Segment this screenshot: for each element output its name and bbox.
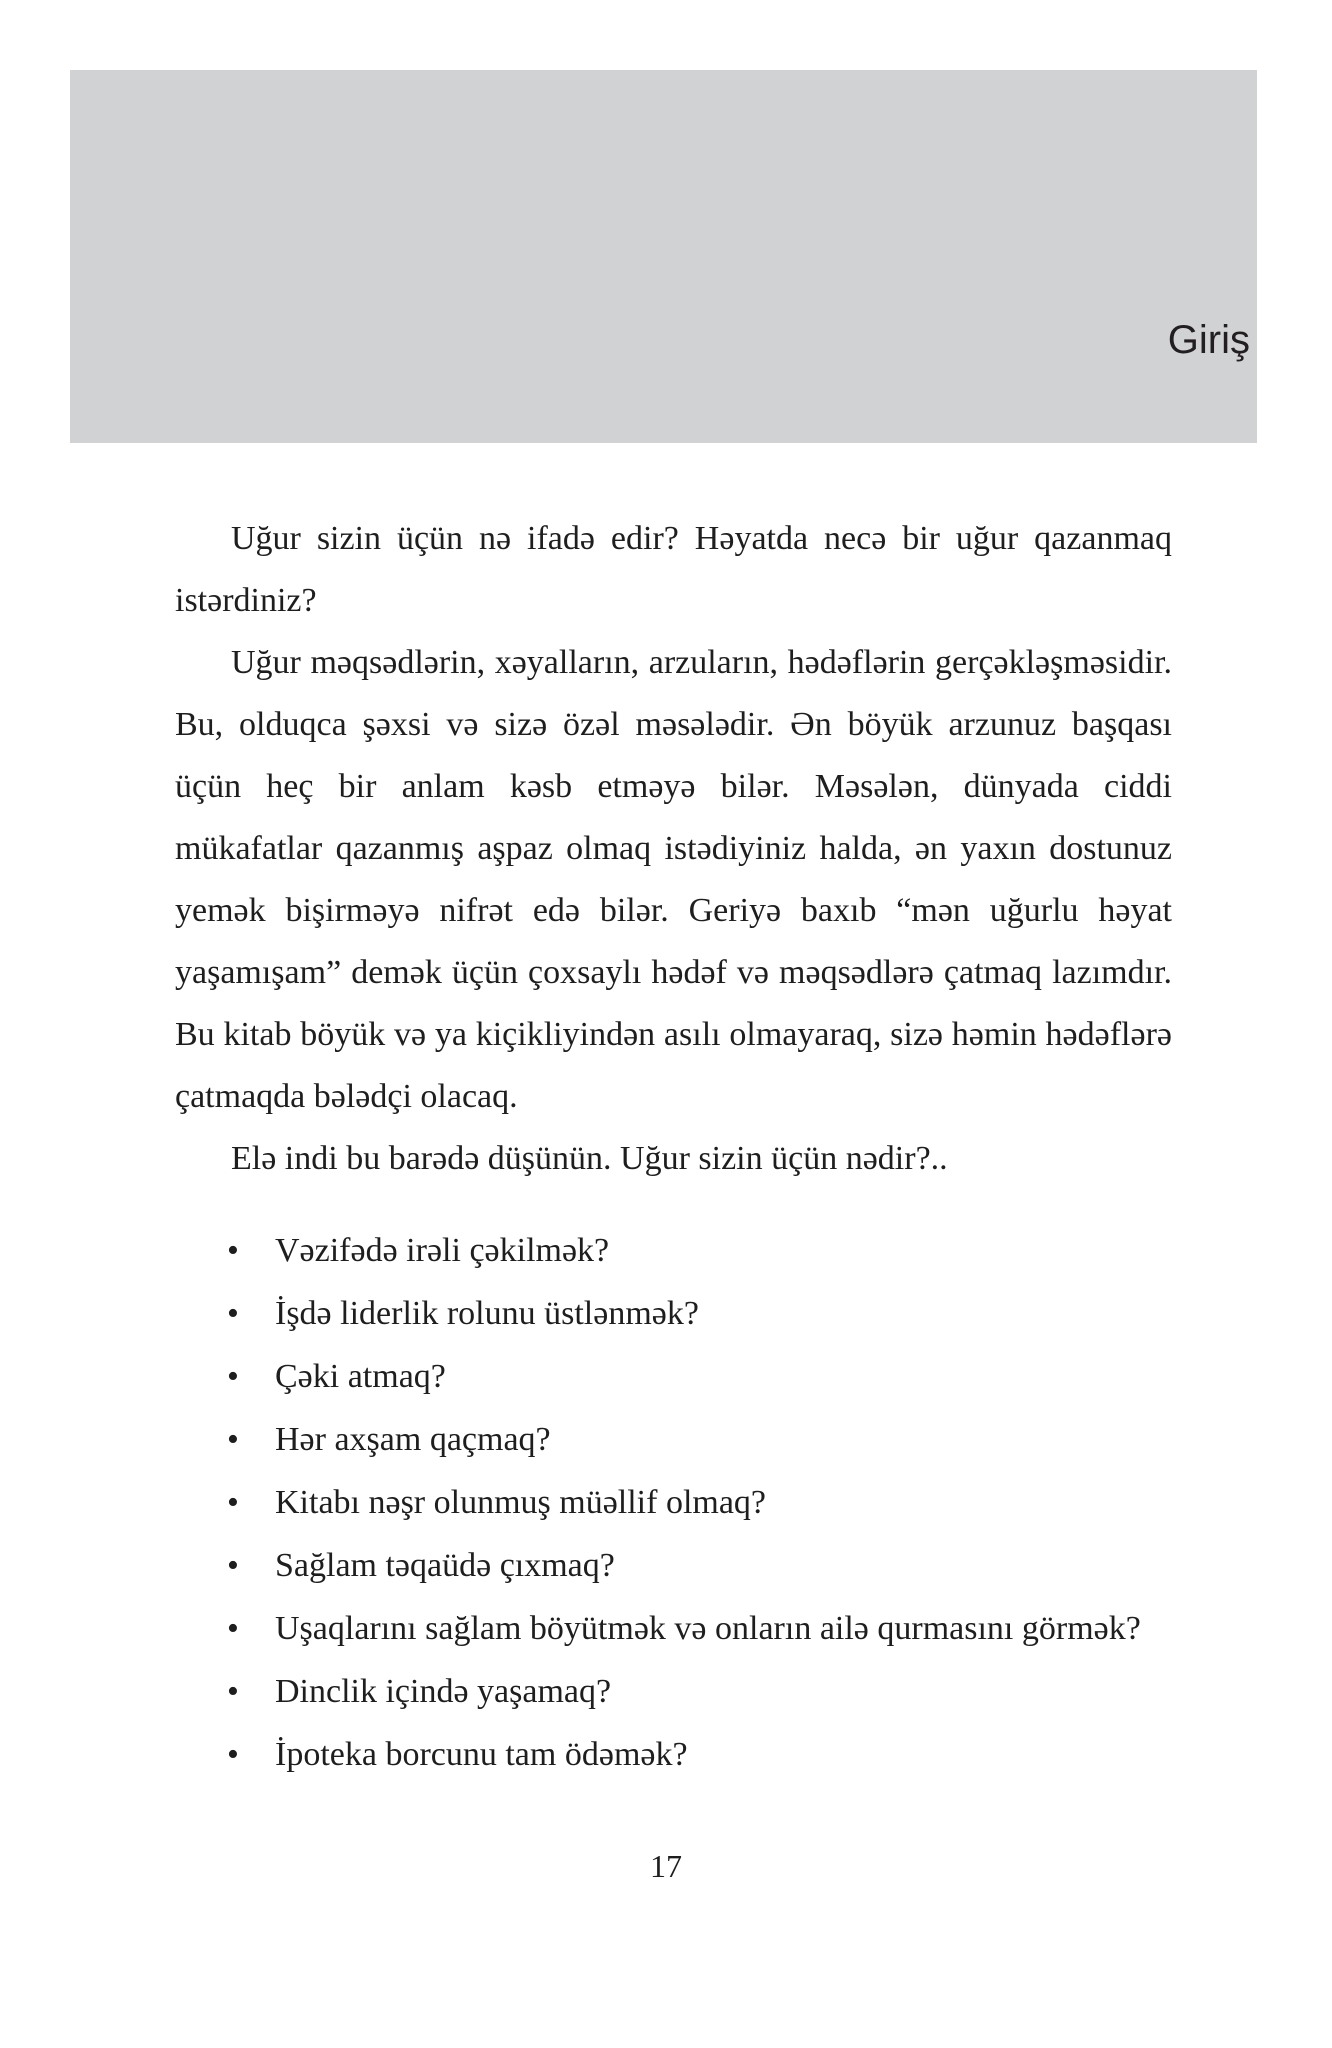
bullet-marker: • xyxy=(227,1484,239,1521)
list-item xyxy=(175,1724,1172,1786)
bullet-marker: • xyxy=(227,1673,239,1710)
list-item xyxy=(175,1661,1172,1723)
list-item-text: Dinclik içində yaşamaq? xyxy=(275,1673,612,1710)
list-item-text: İşdə liderlik rolunu üstlənmək? xyxy=(275,1295,699,1332)
list-item-text: Sağlam təqaüdə çıxmaq? xyxy=(275,1547,615,1584)
bullet-marker: • xyxy=(227,1358,239,1395)
list-item xyxy=(175,1283,1172,1345)
chapter-header-band xyxy=(70,70,1257,443)
bullet-marker: • xyxy=(227,1232,239,1269)
list-item xyxy=(175,1472,1172,1534)
bullet-list xyxy=(175,1220,1172,1786)
chapter-title: Giriş xyxy=(1167,318,1250,362)
list-item-text: Kitabı nəşr olunmuş müəllif olmaq? xyxy=(275,1484,767,1521)
list-item xyxy=(175,1535,1172,1597)
bullet-marker: • xyxy=(227,1610,239,1647)
list-item xyxy=(175,1409,1172,1471)
bullet-marker: • xyxy=(227,1421,239,1458)
bullet-marker: • xyxy=(227,1547,239,1584)
list-item xyxy=(175,1346,1172,1408)
list-item xyxy=(175,1220,1172,1282)
list-item-text: Uşaqlarını sağlam böyütmək və onların ailə qurmasını görmək? xyxy=(275,1610,1141,1647)
list-item xyxy=(175,1598,1172,1660)
bullet-marker: • xyxy=(227,1736,239,1773)
list-item-text: İpoteka borcunu tam ödəmək? xyxy=(275,1736,688,1773)
body-text xyxy=(175,508,1172,1786)
list-item-text: Vəzifədə irəli çəkilmək? xyxy=(275,1232,610,1269)
paragraph: Uğur məqsədlərin, xəyalların, arzuların, hədəflərin gerçəkləşməsidir. Bu, olduqca şəxsi və sizə özəl məsələdir. Ən böyük arzunuz başqası üçün heç bir anlam kəsb etməyə bilər. Məsələn, dünyada ciddi mükafatlar qazanmış aşpaz olmaq istədiyiniz halda, ən yaxın dostunuz yemək bişirməyə nifrət edə bilər. Geriyə baxıb “mən uğurlu həyat yaşamışam” demək üçün çoxsaylı hədəf və məqsədlərə çatmaq lazımdır. Bu kitab böyük və ya kiçikliyindən asılı olmayaraq, sizə həmin hədəflərə çatmaqda bələdçi olacaq. xyxy=(175,644,1172,1115)
page-number: 17 xyxy=(650,1848,682,1884)
paragraph: Elə indi bu barədə düşünün. Uğur sizin üçün nədir?.. xyxy=(231,1140,948,1177)
list-item-text: Çəki atmaq? xyxy=(275,1358,446,1395)
list-item-text: Hər axşam qaçmaq? xyxy=(275,1421,551,1458)
bullet-marker: • xyxy=(227,1295,239,1332)
paragraph: Uğur sizin üçün nə ifadə edir? Həyatda necə bir uğur qazanmaq istərdiniz? xyxy=(175,520,1172,619)
